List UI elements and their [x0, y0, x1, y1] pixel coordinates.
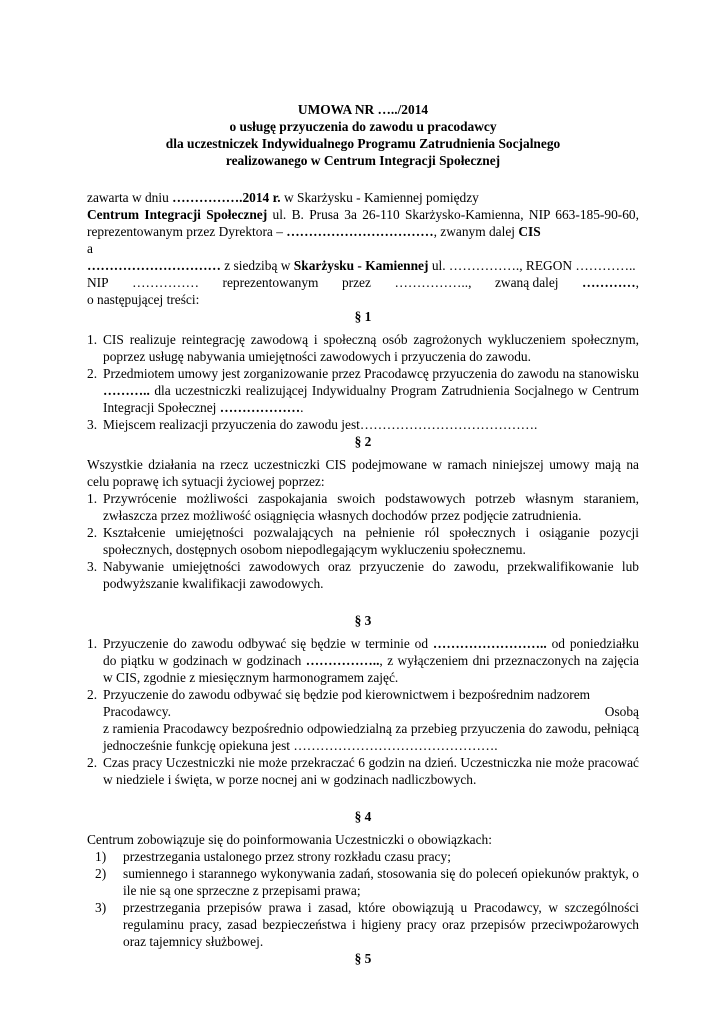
section-1-list	[87, 331, 639, 433]
list-item: 2. Przyuczenie do zawodu odbywać się będzie pod kierownictwem i bezpośrednim nadzorem Pracodawcy. Osobą z ramienia Pracodawcy bezpośrednio odpowiedzialną za przebieg przyuczenia do zawodu, pełniącą jednocześnie funkcję opiekuna jest ……………………………………….	[87, 687, 639, 753]
section-2-list	[87, 490, 639, 592]
intro-line-3: reprezentowanym przez Dyrektora – ……………………………, zwanym dalej CIS	[87, 224, 541, 239]
list-item: 1. Przyuczenie do zawodu odbywać się będzie w terminie od …………………….. od poniedziałku do piątku w godzinach w godzinach …………….., z wyłączeniem dni przeznaczonych na zajęcia w CIS, zgodnie z miesięcznym harmonogramem zajęć.	[87, 636, 639, 685]
intro-section	[87, 189, 639, 308]
intro-line-5: ………………………… z siedzibą w Skarżysku - Kamiennej ul. ……………., REGON …………..	[87, 258, 636, 273]
list-item: 2. Przedmiotem umowy jest zorganizowanie przez Pracodawcę przyuczenia do zawodu na stanowisku ……….. dla uczestniczki realizującej Indywidualny Program Zatrudnienia Socjalnego w Centrum Integracji Społecznej ……………….	[87, 366, 639, 415]
list-item: 1. Przywrócenie możliwości zaspokajania swoich podstawowych potrzeb własnym staraniem, zwłaszcza przez możliwość osiągnięcia własnych dochodów przez podjęcie zatrudnienia.	[87, 491, 639, 523]
title-line-1: UMOWA NR …../2014	[297, 102, 429, 117]
list-item: 2. Czas pracy Uczestniczki nie może przekraczać 6 godzin na dzień. Uczestniczka nie może pracować w niedziele i święta, w porze nocnej ani w godzinach nadliczbowych.	[87, 755, 639, 787]
document-title	[87, 101, 639, 169]
title-line-3: dla uczestniczek Indywidualnego Programu Zatrudnienia Socjalnego	[165, 136, 561, 151]
list-item: 3. Nabywanie umiejętności zawodowych oraz przyuczenie do zawodu, przekwalifikowanie lub podwyższanie kwalifikacji zawodowych.	[87, 559, 639, 591]
list-item: 1) przestrzegania ustalonego przez strony rozkładu czasu pracy;	[95, 849, 451, 864]
title-line-4: realizowanego w Centrum Integracji Społecznej	[225, 153, 501, 168]
section-3-heading: § 3	[354, 613, 372, 628]
section-5-heading: § 5	[354, 951, 372, 966]
section-2-intro: Wszystkie działania na rzecz uczestniczki CIS podejmowane w ramach niniejszej umowy mają na celu poprawę ich sytuacji życiowej poprzez:	[87, 457, 639, 489]
document-page	[87, 101, 639, 967]
section-4-list	[87, 848, 639, 950]
intro-line-7: o następującej treści:	[87, 292, 200, 307]
section-2-heading: § 2	[354, 434, 372, 449]
intro-line-1: zawarta w dniu …………….2014 r. w Skarżysku - Kamiennej pomiędzy	[87, 190, 479, 205]
section-4-intro: Centrum zobowiązuje się do poinformowania Uczestniczki o obowiązkach:	[87, 832, 492, 847]
list-item: 1. CIS realizuje reintegrację zawodową i społeczną osób zagrożonych wykluczeniem społecznym, poprzez usługę nabywania umiejętności zawodowych i przyuczenia do zawodu.	[87, 332, 639, 364]
intro-line-6: NIP …………… reprezentowanym przez …………….., zwaną dalej …………,	[87, 275, 639, 290]
list-item: 2. Kształcenie umiejętności pozwalających na pełnienie ról społecznych i osiąganie pozycji społecznych, dostępnych osobom niepodlegającym wykluczeniu społecznemu.	[87, 525, 639, 557]
section-4-heading: § 4	[354, 809, 372, 824]
list-item: 3) przestrzegania przepisów prawa i zasad, które obowiązują u Pracodawcy, w szczególności regulaminu pracy, zasad bezpieczeństwa i higieny pracy oraz przepisów przeciwpożarowych oraz tajemnicy służbowej.	[95, 900, 639, 949]
section-3-list	[87, 635, 639, 788]
title-line-2: o usługę przyuczenia do zawodu u pracodawcy	[229, 119, 497, 134]
intro-line-4: a	[87, 241, 93, 256]
list-item: 3. Miejscem realizacji przyuczenia do zawodu jest………………………………….	[87, 417, 538, 432]
list-item: 2) sumiennego i starannego wykonywania zadań, stosowania się do poleceń opiekunów praktyk, o ile nie są one sprzeczne z przepisami prawa;	[95, 866, 639, 898]
intro-line-2: Centrum Integracji Społecznej ul. B. Prusa 3a 26-110 Skarżysko-Kamienna, NIP 663-185-90-60,	[87, 207, 639, 222]
section-1-heading: § 1	[354, 309, 372, 324]
